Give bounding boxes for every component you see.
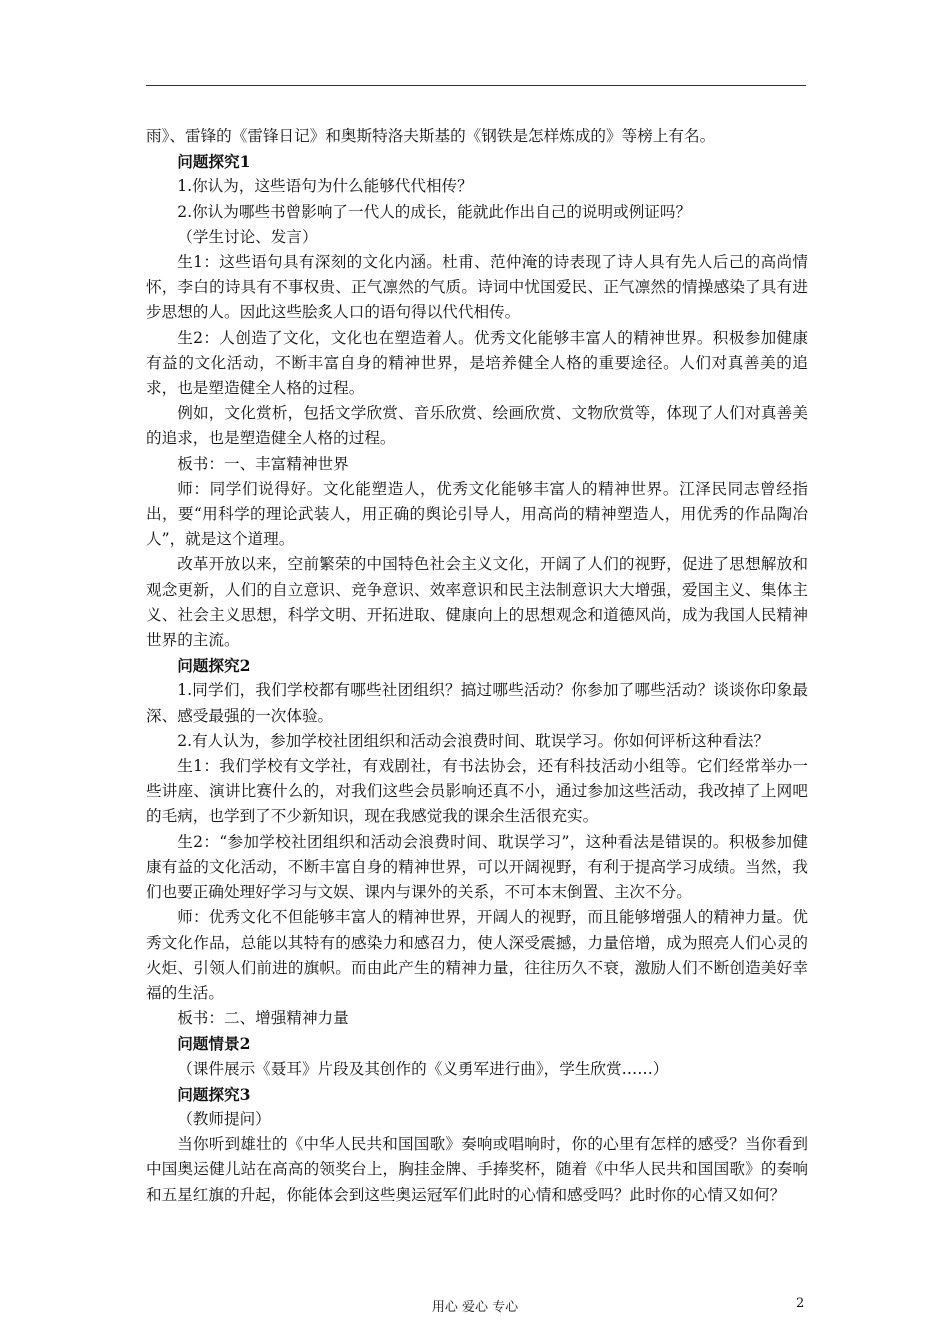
- paragraph: 生2：“参加学校社团组织和活动会浪费时间、耽误学习”，这种看法是错误的。积极参加健康有益的文化活动，不断丰富自身的精神世界，可以开阔视野，有利于提高学习成绩。当然，我们也要正确处理好学习与文娱、课内与课外的关系，不可本末倒置、主次不分。: [146, 832, 808, 902]
- page-number: 2: [796, 1296, 805, 1311]
- question-item: 1.同学们，我们学校都有哪些社团组织？搞过哪些活动？你参加了哪些活动？谈谈你印象最深、感受最强的一次体验。: [146, 681, 808, 725]
- paragraph: 改革开放以来，空前繁荣的中国特色社会主义文化，开阔了人们的视野，促进了思想解放和观念更新，人们的自立意识、竞争意识、效率意识和民主法制意识大大增强，爱国主义、集体主义、社会主义思想，科学文明、开拓进取、健康向上的思想观念和道德风尚，成为我国人民精神世界的主流。: [146, 555, 808, 650]
- paragraph: 雨》、雷锋的《雷锋日记》和奥斯特洛夫斯基的《钢铁是怎样炼成的》等榜上有名。: [146, 127, 716, 145]
- stage-direction: （教师提问）: [177, 1109, 271, 1128]
- document-body: [146, 124, 808, 1208]
- board-note: 板书：一、丰富精神世界: [177, 454, 349, 473]
- paragraph: 生2：人创造了文化，文化也在塑造着人。优秀文化能够丰富人的精神世界。积极参加健康有益的文化活动，不断丰富自身的精神世界，是培养健全人格的重要途径。人们对真善美的追求，也是塑造健全人格的过程。: [146, 328, 808, 398]
- question-item: 2.你认为哪些书曾影响了一代人的成长，能就此作出自己的说明或例证吗？: [177, 202, 692, 221]
- board-note: 板书：二、增强精神力量: [177, 1009, 349, 1028]
- paragraph: 生1：我们学校有文学社，有戏剧社，有书法协会，还有科技活动小组等。它们经常举办一些讲座、演讲比赛什么的，对我们这些会员影响还真不小，通过参加这些活动，我改掉了上网吧的毛病，也学到了不少新知识，现在我感觉我的课余生活很充实。: [146, 757, 808, 826]
- paragraph: 例如，文化赏析，包括文学欣赏、音乐欣赏、绘画欣赏、文物欣赏等，体现了人们对真善美的追求，也是塑造健全人格的过程。: [146, 404, 808, 448]
- question-item: 1.你认为，这些语句为什么能够代代相传？: [177, 177, 473, 196]
- header-rule: [146, 85, 806, 86]
- section-heading: 问题探究3: [177, 1084, 251, 1104]
- section-heading: 问题探究1: [177, 152, 251, 172]
- question-item: 2.有人认为，参加学校社团组织和活动会浪费时间、耽误学习。你如何评析这种看法？: [177, 731, 770, 750]
- paragraph: 生1：这些语句具有深刻的文化内涵。杜甫、范仲淹的诗表现了诗人具有先人后己的高尚情怀，李白的诗具有不事权贵、正气凛然的气质。诗词中忧国爱民、正气凛然的情操感染了具有进步思想的人。因此这些脍炙人口的语句得以代代相传。: [146, 253, 808, 322]
- paragraph: 师：优秀文化不但能够丰富人的精神世界，开阔人的视野，而且能够增强人的精神力量。优秀文化作品，总能以其特有的感染力和感召力，使人深受震撼，力量倍增，成为照亮人们心灵的火炬、引领人们前进的旗帜。而由此产生的精神力量，往往历久不衰，激励人们不断创造美好幸福的生活。: [146, 908, 808, 1002]
- section-heading: 问题情景2: [177, 1034, 251, 1054]
- section-heading: 问题探究2: [177, 656, 251, 676]
- footer-motto: 用心 爱心 专心: [431, 1300, 519, 1315]
- paragraph: 当你听到雄壮的《中华人民共和国国歌》奏响或唱响时，你的心里有怎样的感受？当你看到中国奥运健儿站在高高的领奖台上，胸挂金牌、手捧奖杯，随着《中华人民共和国国歌》的奏响和五星红旗的升起，你能体会到这些奥运冠军们此时的心情和感受吗？此时你的心情又如何？: [146, 1135, 808, 1204]
- stage-direction: （学生讨论、发言）: [177, 227, 318, 246]
- stage-direction: （课件展示《聂耳》片段及其创作的《义勇军进行曲》，学生欣赏……）: [177, 1059, 669, 1078]
- paragraph: 师：同学们说得好。文化能塑造人，优秀文化能够丰富人的精神世界。江泽民同志曾经指出，要“用科学的理论武装人，用正确的舆论引导人，用高尚的精神塑造人，用优秀的作品陶冶人”，就是这个道理。: [146, 479, 808, 549]
